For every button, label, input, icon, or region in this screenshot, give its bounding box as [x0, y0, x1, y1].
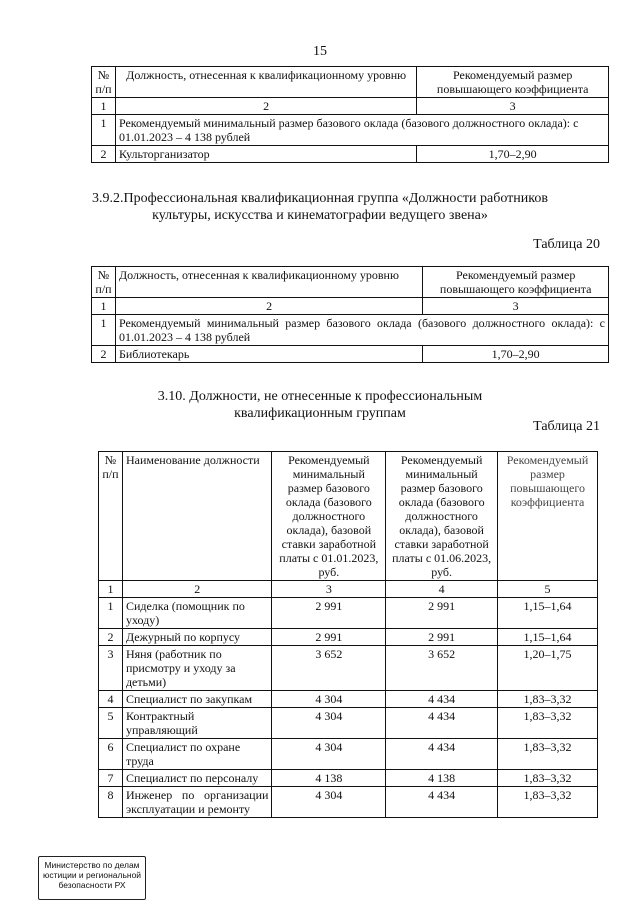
table-group-row — [92, 115, 609, 146]
heading-line: 3.9.2.Профессиональная квалификационная группа «Должности работников — [92, 191, 548, 206]
salary-2023-01: 4 304 — [272, 787, 386, 818]
row-num: 8 — [99, 787, 123, 818]
table-21-caption: Таблица 21 — [533, 419, 600, 434]
section-heading-3-9-2 — [0, 190, 640, 224]
index-cell: 5 — [498, 581, 598, 598]
coefficient: 1,70–2,90 — [417, 146, 609, 163]
section-heading-3-10 — [0, 388, 640, 422]
salary-2023-01: 4 138 — [272, 770, 386, 787]
salary-2023-01: 4 304 — [272, 691, 386, 708]
table-row — [99, 739, 598, 770]
index-cell: 2 — [115, 98, 416, 115]
position-name: Контрактный управляющий — [122, 708, 271, 739]
position-name: Специалист по персоналу — [122, 770, 271, 787]
position-name: Инженер по организации эксплуатации и ремонту — [122, 787, 271, 818]
index-cell: 4 — [386, 581, 498, 598]
table-header-row — [92, 267, 609, 298]
stamp-line: юстиции и региональной — [42, 870, 142, 880]
coefficient: 1,70–2,90 — [423, 346, 609, 363]
ministry-stamp — [38, 856, 146, 900]
coefficient: 1,15–1,64 — [498, 598, 598, 629]
table-row — [99, 629, 598, 646]
row-num: 5 — [99, 708, 123, 739]
table-index-row — [92, 298, 609, 315]
index-cell: 1 — [99, 581, 123, 598]
heading-line: 3.10. Должности, не отнесенные к профессиональным — [157, 389, 483, 404]
header-num: № п/п — [92, 267, 116, 298]
salary-2023-06: 4 434 — [386, 708, 498, 739]
header-position: Должность, отнесенная к квалификационному уровню — [115, 267, 422, 298]
position-name: Дежурный по корпусу — [122, 629, 271, 646]
group-text: Рекомендуемый минимальный размер базового оклада (базового должностного оклада): с 01.01.2023 – 4 138 рублей — [115, 115, 608, 146]
table-19 — [91, 66, 609, 163]
table-row — [99, 646, 598, 691]
position-name: Специалист по закупкам — [122, 691, 271, 708]
coefficient: 1,83–3,32 — [498, 739, 598, 770]
table-index-row — [99, 581, 598, 598]
header-salary-2023-01: Рекомендуемый минимальный размер базового оклада (базового должностного оклада), базовой ставки заработной платы с 01.01.2023, руб. — [272, 452, 386, 581]
table-group-row — [92, 315, 609, 346]
table-row — [99, 691, 598, 708]
coefficient: 1,83–3,32 — [498, 708, 598, 739]
salary-2023-06: 3 652 — [386, 646, 498, 691]
salary-2023-06: 4 434 — [386, 739, 498, 770]
table-row — [92, 346, 609, 363]
header-num: № п/п — [92, 67, 116, 98]
header-coefficient: Рекомендуемый размер повышающего коэффициента — [498, 452, 598, 581]
table-row — [99, 598, 598, 629]
salary-2023-01: 2 991 — [272, 598, 386, 629]
coefficient: 1,15–1,64 — [498, 629, 598, 646]
stamp-line: безопасности РХ — [58, 880, 126, 890]
salary-2023-06: 2 991 — [386, 598, 498, 629]
coefficient: 1,83–3,32 — [498, 770, 598, 787]
table-index-row — [92, 98, 609, 115]
position-name: Библиотекарь — [115, 346, 422, 363]
index-cell: 2 — [115, 298, 422, 315]
header-position: Должность, отнесенная к квалификационному уровню — [115, 67, 416, 98]
page-number: 15 — [313, 44, 327, 59]
heading-line: квалификационным группам — [234, 406, 406, 421]
salary-2023-01: 2 991 — [272, 629, 386, 646]
table-row — [99, 770, 598, 787]
header-num: № п/п — [99, 452, 123, 581]
header-salary-2023-06: Рекомендуемый минимальный размер базового оклада (базового должностного оклада), базовой ставки заработной платы с 01.06.2023, руб. — [386, 452, 498, 581]
salary-2023-01: 4 304 — [272, 708, 386, 739]
index-cell: 2 — [122, 581, 271, 598]
header-coefficient: Рекомендуемый размер повышающего коэффициента — [423, 267, 609, 298]
salary-2023-01: 4 304 — [272, 739, 386, 770]
row-num: 7 — [99, 770, 123, 787]
group-text: Рекомендуемый минимальный размер базового оклада (базового должностного оклада): с 01.01.2023 – 4 138 рублей — [115, 315, 608, 346]
row-num: 2 — [92, 346, 116, 363]
table-row — [92, 146, 609, 163]
position-name: Культорганизатор — [115, 146, 416, 163]
salary-2023-06: 4 434 — [386, 787, 498, 818]
position-name: Сиделка (помощник по уходу) — [122, 598, 271, 629]
index-cell: 1 — [92, 98, 116, 115]
salary-2023-06: 4 434 — [386, 691, 498, 708]
coefficient: 1,83–3,32 — [498, 787, 598, 818]
index-cell: 3 — [417, 98, 609, 115]
row-num: 1 — [92, 315, 116, 346]
table-21 — [98, 451, 598, 818]
salary-2023-06: 4 138 — [386, 770, 498, 787]
row-num: 1 — [92, 115, 116, 146]
index-cell: 1 — [92, 298, 116, 315]
coefficient: 1,20–1,75 — [498, 646, 598, 691]
table-20 — [91, 266, 609, 363]
row-num: 6 — [99, 739, 123, 770]
stamp-line: Министерство по делам — [44, 860, 140, 870]
position-name: Няня (работник по присмотру и уходу за детьми) — [122, 646, 271, 691]
salary-2023-06: 2 991 — [386, 629, 498, 646]
table-header-row — [92, 67, 609, 98]
coefficient: 1,83–3,32 — [498, 691, 598, 708]
header-name: Наименование должности — [122, 452, 271, 581]
row-num: 2 — [99, 629, 123, 646]
table-row — [99, 708, 598, 739]
heading-line: культуры, искусства и кинематографии ведущего звена» — [152, 208, 488, 223]
row-num: 4 — [99, 691, 123, 708]
header-coefficient: Рекомендуемый размер повышающего коэффициента — [417, 67, 609, 98]
salary-2023-01: 3 652 — [272, 646, 386, 691]
table-header-row — [99, 452, 598, 581]
index-cell: 3 — [423, 298, 609, 315]
row-num: 1 — [99, 598, 123, 629]
index-cell: 3 — [272, 581, 386, 598]
row-num: 2 — [92, 146, 116, 163]
row-num: 3 — [99, 646, 123, 691]
table-row — [99, 787, 598, 818]
table-20-caption: Таблица 20 — [533, 237, 600, 252]
position-name: Специалист по охране труда — [122, 739, 271, 770]
